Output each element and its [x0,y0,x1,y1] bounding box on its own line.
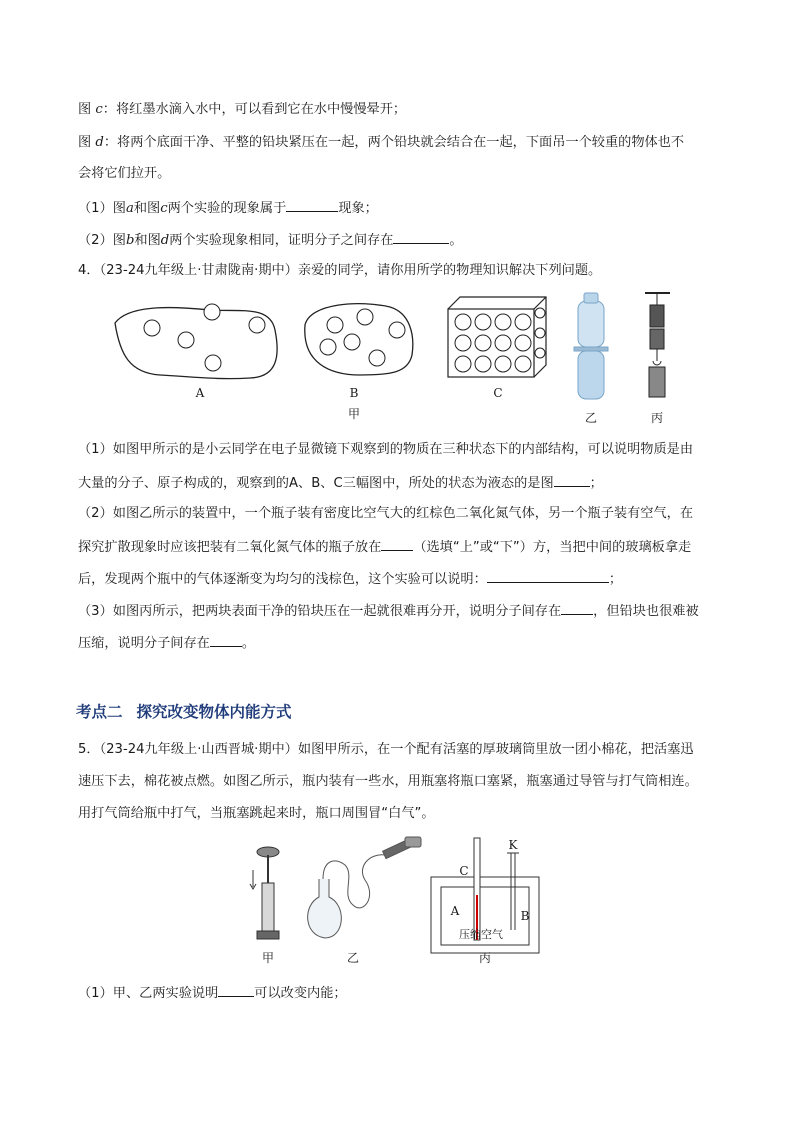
fig-c-description: 图 c：将红墨水滴入水中，可以看到它在水中慢慢晕开； [78,102,407,117]
section-heading: 考点二 探究改变物体内能方式 [76,703,292,721]
label-A: A [450,904,460,918]
question-5-line1: 5．（23-24九年级上·山西晋城·期中）如图甲所示，在一个配有活塞的厚玻璃筒里放一团小棉花，把活塞迅 [78,742,694,757]
label-C: C [459,864,469,878]
fig-d-description: 图 d：将两个底面干净、平整的铅块紧压在一起，两个铅块就会结合在一起，下面吊一个较重的物体也不 [78,135,685,150]
question-4-3-line2: 压缩，说明分子间存在 。 [78,632,255,654]
question-5-line2: 速压下去，棉花被点燃。如图乙所示，瓶内装有一些水，用瓶塞将瓶口塞紧，瓶塞通过导管与打气筒相连。 [78,774,698,789]
label-yi: 乙 [584,411,598,425]
flask-and-pump [308,837,421,938]
answer-blank[interactable] [487,568,609,583]
fire-syringe [250,847,279,939]
label-jia: 甲 [347,407,361,421]
question-4-2-line3: 后，发现两个瓶中的气体逐渐变为均匀的浅棕色，这个实验可以说明： ； [78,568,622,590]
label-B: B [349,386,359,400]
label-bing: 丙 [650,411,664,425]
label-K: K [508,838,518,852]
question-5-line3: 用打气筒给瓶中打气，当瓶塞跳起来时，瓶口周围冒“白气”。 [78,806,435,821]
label-C: C [493,386,503,400]
question-3-2: （2）图b和图d两个实验现象相同，证明分子之间存在 。 [78,229,463,251]
label-jia: 甲 [261,951,275,965]
label-yi: 乙 [346,951,360,965]
answer-blank[interactable] [393,229,449,244]
answer-blank[interactable] [561,600,593,615]
figure-5 [245,835,545,970]
question-4-1-line1: （1）如图甲所示的是小云同学在电子显微镜下观察到的物质在三种状态下的内部结构，可以说明物质是由 [78,442,694,457]
label-compressed-air: 压缩空气 [459,928,503,941]
label-A: A [195,386,205,400]
diffusion-bottles [574,293,608,399]
question-3-1: （1）图a和图c两个实验的现象属于 现象； [78,197,378,219]
answer-blank[interactable] [218,982,254,997]
question-4-intro: 4．（23-24九年级上·甘肃陇南·期中）亲爱的同学，请你用所学的物理知识解决下列问题。 [78,263,602,278]
question-4-2-line1: （2）如图乙所示的装置中，一个瓶子装有密度比空气大的红棕色二氧化氮气体，另一个瓶子装有空气，在 [78,506,694,521]
answer-blank[interactable] [286,197,338,212]
answer-blank[interactable] [554,472,590,487]
lead-blocks [645,293,670,397]
figure-4 [100,285,700,430]
label-B: B [520,909,530,923]
question-4-1-line2: 大量的分子、原子构成的，观察到的A、B、C三幅图中，所处的状态为液态的是图 ； [78,472,603,494]
label-bing: 丙 [478,951,492,965]
fig-d-description-cont: 会将它们拉开。 [78,166,171,181]
answer-blank[interactable] [381,536,413,551]
question-4-3-line1: （3）如图丙所示，把两块表面干净的铅块压在一起就很难再分开，说明分子间存在 ，但铅块也很难被 [78,600,699,622]
question-4-2-line2: 探究扩散现象时应该把装有二氧化氮气体的瓶子放在 （选填“上”或“下”）方，当把中间的玻璃板拿走 [78,536,691,558]
question-5-1: （1）甲、乙两实验说明 可以改变内能； [78,982,347,1004]
answer-blank[interactable] [210,632,242,647]
